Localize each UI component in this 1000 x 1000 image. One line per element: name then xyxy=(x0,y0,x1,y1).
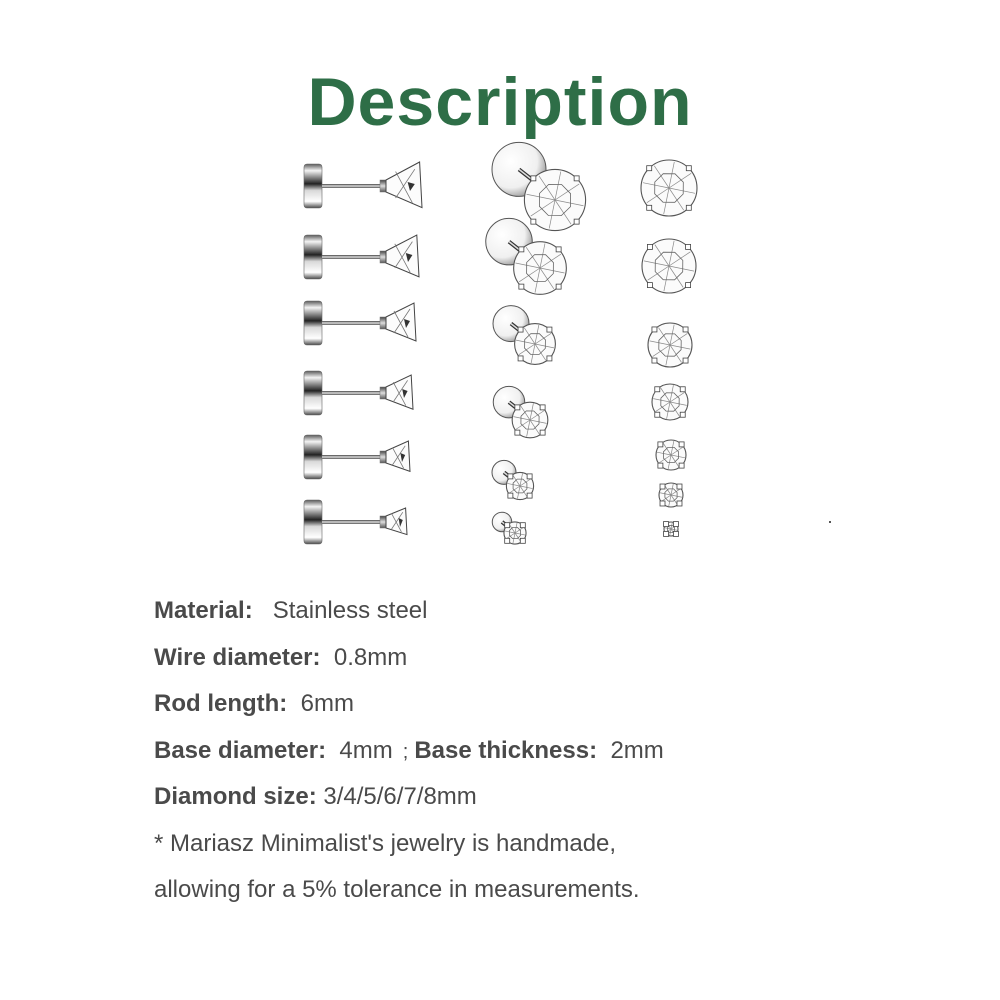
diamond-gem xyxy=(515,324,556,365)
specifications-list xyxy=(154,588,664,914)
angled-view-stud xyxy=(492,512,526,544)
spec-wire-diameter xyxy=(154,635,664,682)
spec-value: Stainless steel xyxy=(272,597,428,624)
front-view-gems-column xyxy=(641,160,697,536)
diamond-gem xyxy=(504,522,526,544)
spec-value: 3/4/5/6/7/8mm xyxy=(323,783,477,810)
side-view-stud xyxy=(304,235,419,279)
spec-value: 4mm xyxy=(339,736,393,764)
spec-base xyxy=(154,728,664,775)
spec-label: Rod length: xyxy=(154,690,288,717)
page-title: Description xyxy=(307,64,693,140)
spec-rod-length xyxy=(154,681,664,728)
diamond-gem xyxy=(514,242,567,295)
handmade-note-line-1: * Mariasz Minimalist's jewelry is handmade, xyxy=(154,829,617,857)
diamond-gem xyxy=(664,522,679,537)
diamond-gem xyxy=(512,402,548,438)
speck-mark xyxy=(829,521,831,523)
diamond-gem xyxy=(652,384,688,420)
diamond-gem xyxy=(642,239,696,293)
side-view-stud xyxy=(304,301,416,345)
side-view-stud xyxy=(304,371,413,415)
spec-label: Diamond size: xyxy=(154,783,317,810)
diamond-gem xyxy=(524,169,585,230)
side-view-stud xyxy=(304,435,410,479)
diamond-gem xyxy=(648,323,692,367)
spec-value: 6mm xyxy=(300,690,354,717)
spec-diamond-size xyxy=(154,774,664,821)
angled-view-studs-column xyxy=(486,142,586,544)
handmade-note-line-2: allowing for a 5% tolerance in measurements. xyxy=(154,876,640,903)
angled-view-stud xyxy=(492,142,586,230)
spec-material xyxy=(154,588,664,635)
diamond-gem xyxy=(641,160,697,216)
spec-value: 2mm xyxy=(610,736,664,764)
spec-label: Material: xyxy=(154,597,253,624)
spec-label: Base diameter: xyxy=(154,736,327,764)
side-view-studs-column xyxy=(304,162,422,544)
angled-view-stud xyxy=(492,460,534,499)
side-view-stud xyxy=(304,162,422,208)
side-view-stud xyxy=(304,500,407,544)
spec-label: Base thickness: xyxy=(414,736,598,764)
spec-label: Wire diameter: xyxy=(154,643,321,671)
diamond-gem xyxy=(659,483,683,507)
separator: ; xyxy=(402,740,409,763)
spec-value: 0.8mm xyxy=(333,643,408,671)
diamond-gem xyxy=(506,472,533,499)
diamond-gem xyxy=(656,440,686,470)
angled-view-stud xyxy=(493,306,555,365)
angled-view-stud xyxy=(493,386,548,437)
